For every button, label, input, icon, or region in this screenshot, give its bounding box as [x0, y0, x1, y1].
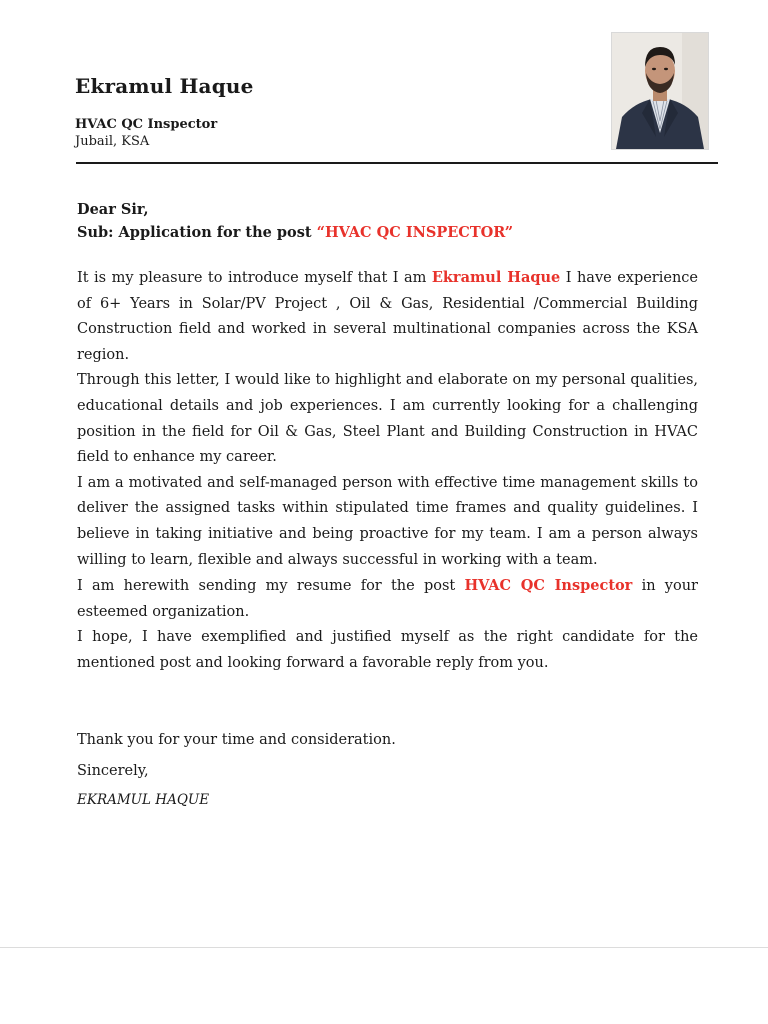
- letter-content: [77, 198, 698, 810]
- salutation: Dear Sir,: [77, 201, 149, 218]
- resume-text-end: in your esteemed organization.: [77, 578, 698, 620]
- intro-name-highlight: Ekramul Haque: [431, 269, 561, 286]
- paragraph-intro: [77, 265, 698, 368]
- paragraph-resume: [77, 573, 698, 625]
- resume-post-highlight: HVAC QC Inspector: [464, 577, 633, 595]
- resume-text-start: I am herewith sending my resume for the post: [77, 578, 465, 595]
- subject-prefix: Sub: Application for the post: [77, 224, 317, 241]
- subject-line: [77, 221, 698, 244]
- paragraph-skills: I am a motivated and self-managed person with effective time management skills to deliver the assigned tasks within stipulated time frames and quality guidelines. I believe in taking initiative and being proactive for my team. I am a person always willing to learn, flexible and always successful in working with a team.: [77, 474, 698, 568]
- closing-line: Thank you for your time and consideration.: [77, 731, 396, 748]
- applicant-location: Jubail, KSA: [75, 134, 150, 149]
- applicant-name: Ekramul Haque: [75, 74, 254, 98]
- intro-text-end: I have experience of 6+ Years in Solar/PV Project , Oil & Gas, Residential /Commercial Building Construction field and worked in several multinational companies across the KSA region.: [77, 270, 698, 363]
- sign-off: Sincerely,: [77, 762, 149, 779]
- header-divider: [76, 162, 718, 164]
- paragraph-qualities: Through this letter, I would like to highlight and elaborate on my personal qualities, educational details and job experiences. I am currently looking for a challenging position in the field for Oil & Gas, Steel Plant and Building Construction in HVAC field to enhance my career.: [77, 372, 698, 466]
- intro-text-start: It is my pleasure to introduce myself that I am: [77, 270, 432, 286]
- applicant-role: HVAC QC Inspector: [75, 117, 218, 132]
- letter-body: [77, 265, 698, 677]
- paragraph-hope: I hope, I have exemplified and justified myself as the right candidate for the mentioned post and looking forward a favorable reply from you.: [77, 629, 698, 671]
- signature-name: EKRAMUL HAQUE: [77, 791, 210, 808]
- subject-post: “HVAC QC INSPECTOR”: [316, 224, 514, 241]
- profile-photo: [611, 32, 709, 150]
- page-edge-divider: [0, 947, 768, 948]
